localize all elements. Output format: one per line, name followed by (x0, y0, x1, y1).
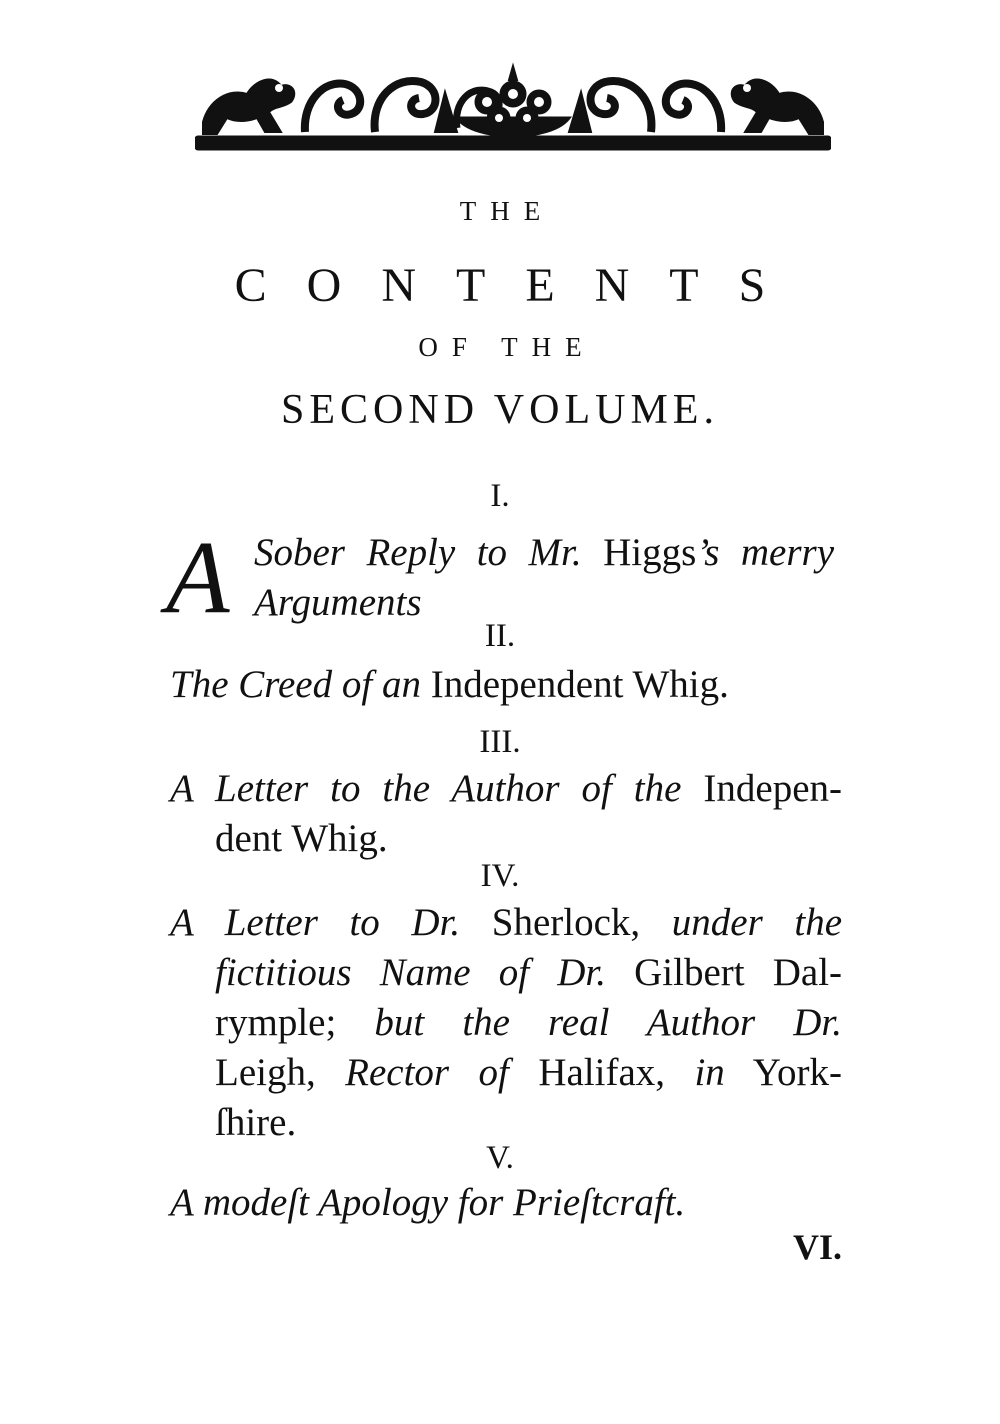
entry-3-line-1: A Letter to the Author of the Indepen- (170, 767, 843, 810)
entry-numeral-4: IV. (480, 858, 520, 894)
heading-contents: CONTENTS (234, 259, 806, 312)
heading-of-the: OF THE (418, 332, 596, 362)
entry-numeral-3: III. (479, 724, 521, 760)
entry-4-line-4: Leigh, Rector of Halifax, in York- (215, 1051, 843, 1094)
catchword: VI. (792, 1227, 842, 1267)
entry-5-line-1: A modeſt Apology for Prieſtcraft. (170, 1181, 686, 1224)
entry-1-line-1: Sober Reply to Mr. Higgs’s merry (254, 531, 835, 574)
entry-numeral-1: I. (490, 478, 510, 514)
entry-5 (170, 1178, 842, 1228)
entry-2-line-1: The Creed of an Independent Whig. (170, 663, 729, 706)
entry-2 (170, 660, 842, 710)
entry-4-line-3: rymple; but the real Author Dr. (215, 1001, 843, 1044)
heading-the: THE (459, 196, 555, 226)
entry-numeral-2: II. (484, 618, 516, 654)
entry-3-line-2: dent Whig. (215, 817, 388, 860)
entry-numeral-5: V. (486, 1140, 514, 1176)
entry-4-line-5: ſhire. (215, 1101, 297, 1144)
entry-4-line-1: A Letter to Dr. Sherlock, under the (170, 901, 843, 944)
entry-4 (170, 898, 842, 1148)
entry-3 (170, 764, 842, 864)
drop-capital: A (166, 520, 230, 635)
headpiece-ornament-icon (195, 62, 831, 158)
entry-1-line-2: Arguments (254, 581, 422, 624)
entry-4-line-2: fictitious Name of Dr. Gilbert Dal- (215, 951, 843, 994)
heading-second-volume: SECOND VOLUME. (281, 387, 719, 433)
entry-1 (254, 528, 834, 628)
